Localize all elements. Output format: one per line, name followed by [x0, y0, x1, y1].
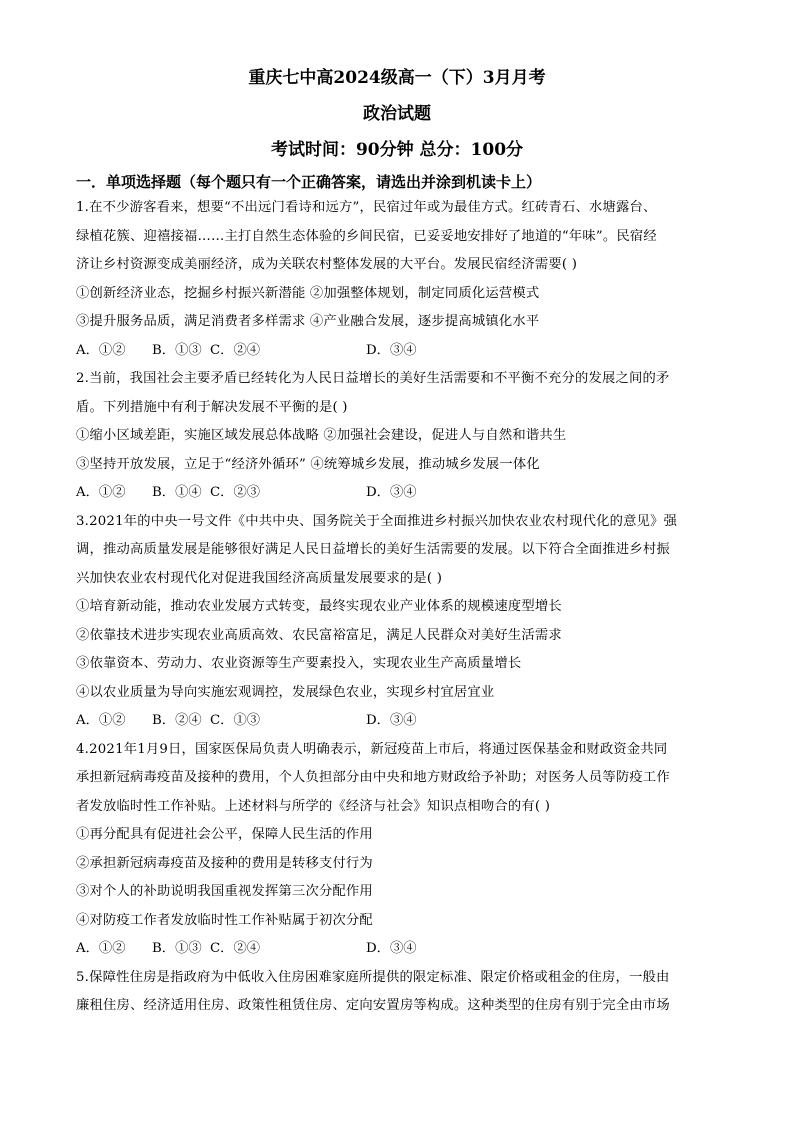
option-b: B．①④ [152, 485, 202, 500]
statement-line: ②承担新冠病毒疫苗及接种的费用是转移支付行为 [76, 855, 373, 871]
question-line: 4.2021年1月9日，国家医保局负责人明确表示，新冠疫苗上市后，将通过医保基金和财政资金共同 [76, 741, 668, 757]
option-b: B．①③ [152, 342, 202, 358]
statement-line: ④以农业质量为导向实施宏观调控，发展绿色农业，实现乡村宜居宜业 [76, 684, 495, 700]
statement-line: ④对防疫工作者发放临时性工作补贴属于初次分配 [76, 912, 373, 928]
option-a: A．①② [76, 941, 126, 956]
question-line: 盾。下列措施中有利于解决发展不平衡的是( ) [76, 399, 348, 415]
question-2 [76, 365, 718, 508]
statement-line: ③提升服务品质，满足消费者多样需求 ④产业融合发展，逐步提高城镇化水平 [76, 314, 540, 329]
question-4 [76, 736, 718, 964]
question-3 [76, 508, 718, 736]
option-c: C．②③ [210, 485, 261, 500]
answer-options [76, 707, 718, 736]
question-line: 3.2021年的中央一号文件《中共中央、国务院关于全面推进乡村振兴加快农业农村现代化的意见》强 [76, 513, 678, 529]
question-5 [76, 964, 718, 1021]
option-d: D．③④ [366, 342, 417, 358]
exam-meta: 考试时间：90分钟 总分：100分 [270, 140, 524, 160]
exam-subject: 政治试题 [363, 104, 431, 124]
statement-line: ①缩小区域差距，实施区域发展总体战略 ②加强社会建设，促进人与自然和谐共生 [76, 428, 567, 443]
question-line: 1.在不少游客看来，想要“不出远门看诗和远方”，民宿过年或为最佳方式。红砖青石、水塘露台、 [76, 200, 657, 215]
statement-line: ②依靠技术进步实现农业高质高效、农民富裕富足，满足人民群众对美好生活需求 [76, 627, 562, 643]
statement-line: ③依靠资本、劳动力、农业资源等生产要素投入，实现农业生产高质量增长 [76, 656, 522, 671]
question-line: 济让乡村资源变成美丽经济，成为关联农村整体发展的大平台。发展民宿经济需要( ) [76, 257, 578, 272]
question-1 [76, 194, 718, 365]
question-line: 廉租住房、经济适用住房、政策性租赁住房、定向安置房等构成。这种类型的住房有别于完全由市场 [76, 998, 670, 1013]
question-line: 兴加快农业农村现代化对促进我国经济高质量发展要求的是( ) [76, 570, 443, 586]
option-a: A．①② [76, 485, 126, 500]
option-d: D．③④ [366, 941, 417, 956]
answer-options [76, 337, 718, 366]
statement-line: ①创新经济业态，挖掘乡村振兴新潜能 ②加强整体规划，制定同质化运营模式 [76, 285, 540, 301]
question-line: 5.保障性住房是指政府为中低收入住房困难家庭所提供的限定标准、限定价格或租金的住房，一般由 [76, 969, 670, 985]
option-c: C．②④ [210, 342, 261, 358]
statement-line: ③坚持开放发展，立足于“经济外循环” ④统筹城乡发展，推动城乡发展一体化 [76, 456, 540, 472]
answer-options [76, 479, 718, 508]
option-a: A．①② [76, 342, 126, 358]
option-c: C．①③ [210, 713, 261, 728]
answer-options [76, 935, 718, 964]
option-d: D．③④ [366, 713, 417, 728]
question-line: 调，推动高质量发展是能够很好满足人民日益增长的美好生活需要的发展。以下符合全面推进乡村振 [76, 542, 670, 557]
question-line: 绿植花簇、迎禧接福……主打自然生态体验的乡间民宿，已妥妥地安排好了地道的“年味”。民宿经 [76, 228, 657, 244]
option-b: B．①③ [152, 941, 202, 956]
option-d: D．③④ [366, 485, 417, 500]
exam-title: 重庆七中高2024级高一（下）3月月考 [248, 68, 546, 88]
option-b: B．②④ [152, 713, 202, 728]
question-line: 承担新冠病毒疫苗及接种的费用，个人负担部分由中央和地方财政给予补助；对医务人员等防疫工作 [76, 770, 670, 785]
question-line: 者发放临时性工作补贴。上述材料与所学的《经济与社会》知识点相吻合的有( ) [76, 798, 551, 814]
section-heading: 一．单项选择题（每个题只有一个正确答案，请选出并涂到机读卡上） [76, 173, 542, 191]
question-line: 2.当前，我国社会主要矛盾已经转化为人民日益增长的美好生活需要和不平衡不充分的发展之间的矛 [76, 371, 670, 386]
option-c: C．②④ [210, 941, 261, 956]
statement-line: ①再分配具有促进社会公平，保障人民生活的作用 [76, 827, 373, 842]
statement-line: ①培育新动能，推动农业发展方式转变，最终实现农业产业体系的规模速度型增长 [76, 599, 562, 614]
statement-line: ③对个人的补助说明我国重视发挥第三次分配作用 [76, 884, 373, 899]
option-a: A．①② [76, 713, 126, 728]
